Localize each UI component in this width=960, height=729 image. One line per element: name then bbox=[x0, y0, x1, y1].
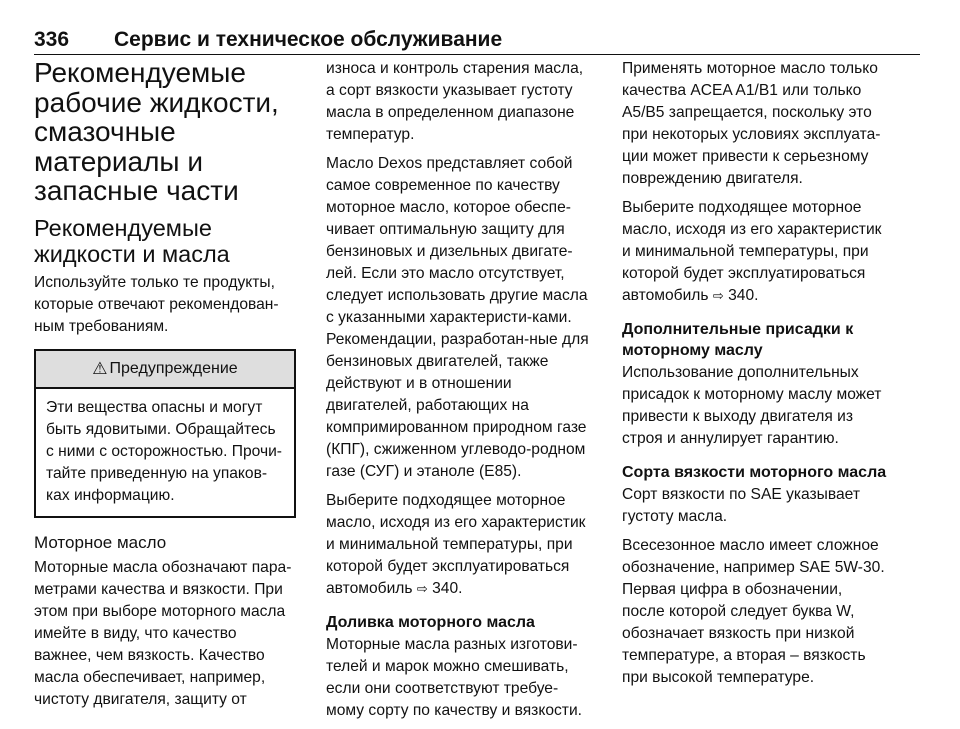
paragraph-select-oil bbox=[326, 490, 592, 600]
paragraph-dexos: Масло Dexos представляет собой самое современное по качеству моторное масло, которое обеспе-чивает оптимальную защиту для бензиновых и дизельных двигате-лей. Если это масло отсутствует, следует использовать другие масла с указанными характеристи-ками. Рекомендации, разработан-ные для бензиновых двигателей, также действуют и в отношении двигателей, работающих на компримированном природном газе (КПГ), сжиженном углеводо-родном газе (СУГ) и этаноле (E85). bbox=[326, 155, 589, 480]
allseason-paragraph: Всесезонное масло имеет сложное обозначение, например SAE 5W-30. Первая цифра в обозначении, после которой следует буква W, обозначает вязкость при низкой температуре, а вторая – вязкость при высокой температуре. bbox=[622, 537, 885, 686]
section-title: Рекомендуемые рабочие жидкости, смазочные материалы и запасные части bbox=[34, 57, 279, 206]
warning-box bbox=[34, 349, 296, 518]
warning-label: Предупреждение bbox=[109, 359, 238, 377]
column-middle bbox=[326, 58, 592, 729]
page-reference-arrow-icon: ⇨ bbox=[416, 581, 428, 596]
page-number: 336 bbox=[34, 28, 70, 51]
additives-paragraph: Использование дополнительных присадок к моторному маслу может привести к выходу двигателя из строя и аннулирует гарантию. bbox=[622, 364, 882, 447]
chapter-title: Сервис и техническое обслуживание bbox=[114, 28, 503, 51]
page-header bbox=[34, 28, 920, 54]
spacer bbox=[34, 518, 296, 532]
warning-header bbox=[36, 351, 294, 389]
topup-heading: Доливка моторного масла bbox=[326, 614, 535, 631]
column-left bbox=[34, 58, 296, 718]
column-right bbox=[622, 58, 888, 696]
motor-oil-paragraph: Моторные масла обозначают пара-метрами качества и вязкости. При этом при выборе моторного масла имейте в виду, что качество важнее, чем вязкость. Качество масла обеспечивает, например, чистоту двигателя, защиту от bbox=[34, 558, 292, 708]
select-oil-text-2: Выберите подходящее моторное масло, исходя из его характеристик и минимальной температуры, при которой будет эксплуатироваться автомобиль bbox=[622, 199, 882, 304]
page-reference-link[interactable]: 340. bbox=[432, 580, 463, 597]
viscosity-paragraph: Сорт вязкости по SAE указывает густоту масла. bbox=[622, 486, 860, 525]
paragraph-acea: Применять моторное масло только качества ACEA A1/B1 или только A5/B5 запрещается, поскольку это при некоторых условиях эксплуата-ции может привести к серьезному повреждению двигателя. bbox=[622, 60, 881, 187]
paragraph-oil-viscosity: износа и контроль старения масла, а сорт вязкости указывает густоту масла в определенном диапазоне температур. bbox=[326, 60, 584, 143]
additives-heading: Дополнительные присадки к моторному маслу bbox=[622, 321, 854, 359]
intro-paragraph: Используйте только те продукты, которые отвечают рекомендован-ным требованиям. bbox=[34, 273, 279, 335]
header-rule bbox=[34, 54, 920, 55]
select-oil-text: Выберите подходящее моторное масло, исходя из его характеристик и минимальной температуры, при которой будет эксплуатироваться автомобиль bbox=[326, 492, 586, 597]
subsection-title: Рекомендуемые жидкости и масла bbox=[34, 214, 230, 267]
warning-text: Эти вещества опасны и могут быть ядовитыми. Обращайтесь с ними с осторожностью. Прочи-тайте приведенную на упаков-ках информацию. bbox=[46, 398, 282, 504]
warning-triangle-icon: ⚠ bbox=[92, 358, 108, 378]
topup-paragraph: Моторные масла разных изготови-телей и марок можно смешивать, если они соответствуют требуе-мому сорту по качеству и вязкости. bbox=[326, 636, 582, 719]
paragraph-select-oil-2 bbox=[622, 197, 888, 307]
warning-body bbox=[36, 389, 294, 516]
page-reference-arrow-icon: ⇨ bbox=[712, 288, 724, 303]
page-reference-link-2[interactable]: 340. bbox=[728, 287, 759, 304]
viscosity-heading: Сорта вязкости моторного масла bbox=[622, 464, 887, 481]
motor-oil-heading: Моторное масло bbox=[34, 532, 167, 552]
